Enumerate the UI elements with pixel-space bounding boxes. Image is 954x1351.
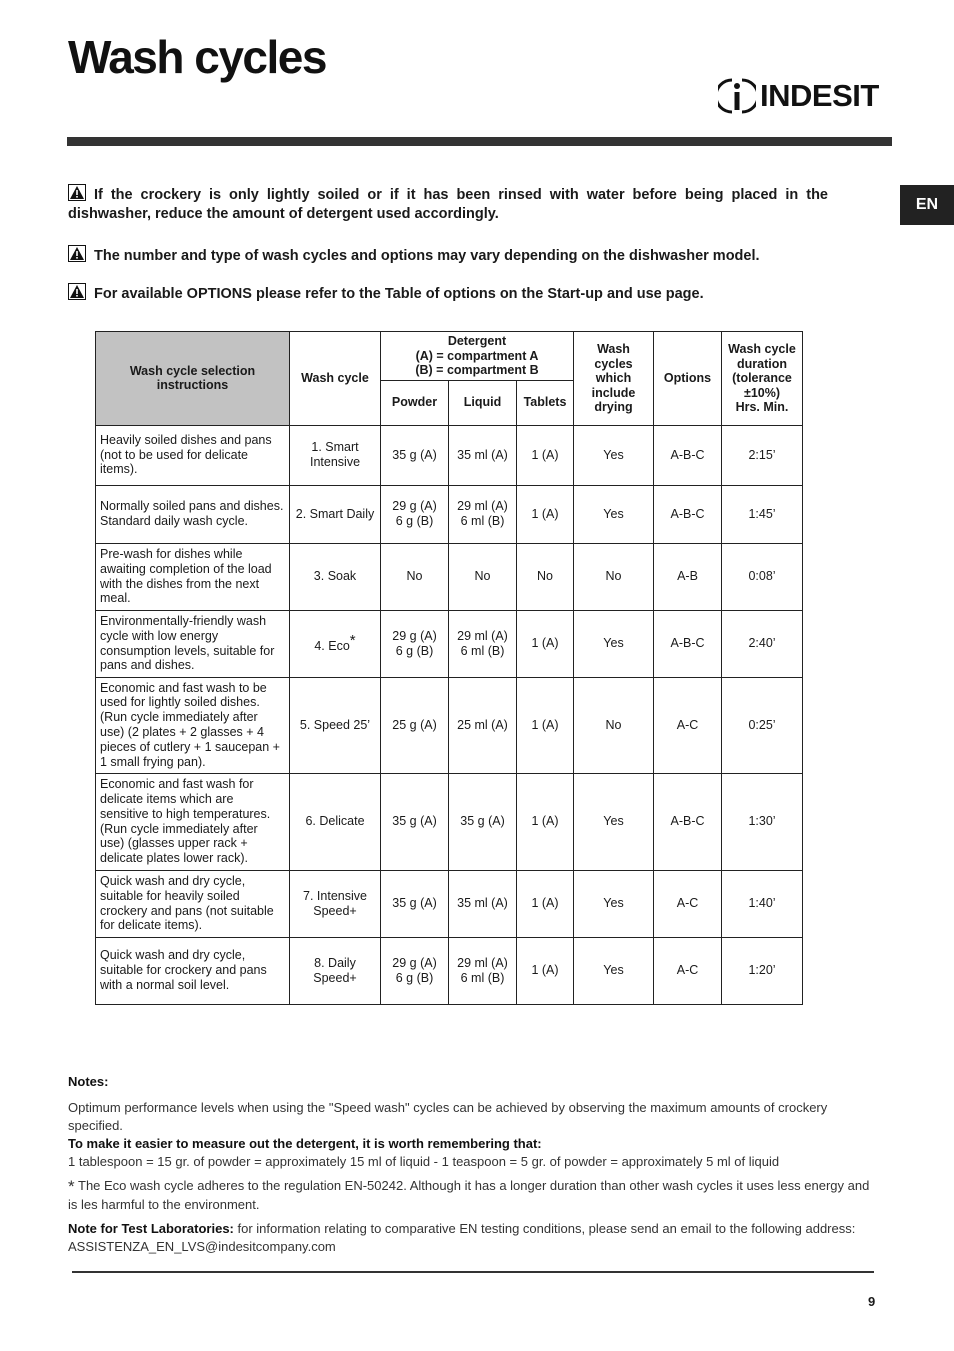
- cell-powder: 35 g (A): [381, 773, 449, 870]
- cell-options: A-B-C: [654, 610, 722, 677]
- cycle-name: 8. Daily Speed+: [313, 955, 357, 985]
- cycle-description: Environmentally-friendly wash cycle with low energy consumption levels, suitable for pans and dishes.: [96, 610, 290, 677]
- cycle-description: Heavily soiled dishes and pans (not to be used for delicate items).: [96, 425, 290, 485]
- table-row: [96, 870, 803, 937]
- cell-drying: No: [574, 543, 654, 610]
- notes-heading: Notes:: [68, 1074, 109, 1089]
- cell-powder: 35 g (A): [381, 870, 449, 937]
- notes-speed: Optimum performance levels when using the "Speed wash" cycles can be achieved by observing the maximum amounts of crockery specified.: [68, 1100, 828, 1133]
- cycle-description: Quick wash and dry cycle, suitable for heavily soiled crockery and pans (not suitable for delicate items).: [96, 870, 290, 937]
- cell-drying: Yes: [574, 870, 654, 937]
- header-options: Options: [654, 332, 722, 426]
- warning-3: [68, 283, 848, 304]
- language-tab[interactable]: EN: [900, 185, 954, 225]
- cycle-name: 2. Smart Daily: [295, 506, 375, 521]
- page-number: 9: [868, 1294, 876, 1309]
- cell-duration: 2:15’: [722, 425, 803, 485]
- cell-duration: 1:45’: [722, 485, 803, 543]
- header-detergent-a: (A) = compartment A: [415, 348, 539, 363]
- header-duration-tolerance: (tolerance ±10%): [732, 371, 792, 400]
- cell-duration: 1:40’: [722, 870, 803, 937]
- cell-drying: Yes: [574, 610, 654, 677]
- cell-powder: 25 g (A): [381, 677, 449, 773]
- header-selection-instructions: Wash cycle selection instructions: [96, 332, 290, 426]
- cell-tablets: 1 (A): [517, 677, 574, 773]
- cycle-description: Economic and fast wash to be used for lightly soiled dishes. (Run cycle immediately after use) (2 plates + 2 glasses + 4 pieces of cutlery + 1 saucepan + 1 small frying pan).: [96, 677, 290, 773]
- cell-liquid: 35 ml (A): [449, 870, 517, 937]
- cycle-description: Normally soiled pans and dishes. Standard daily wash cycle.: [96, 485, 290, 543]
- cell-options: A-C: [654, 870, 722, 937]
- header-drying: Wash cycles which include drying: [574, 332, 654, 426]
- brand-i-icon: [718, 76, 756, 116]
- notes-lab-label: Note for Test Laboratories:: [68, 1221, 234, 1236]
- cell-powder: 35 g (A): [381, 425, 449, 485]
- header-detergent: [381, 332, 574, 381]
- notes-section: [68, 1073, 873, 1256]
- eco-asterisk: *: [349, 631, 356, 649]
- warning-icon: [68, 245, 86, 262]
- header-detergent-b: (B) = compartment B: [415, 363, 539, 377]
- header-duration: [722, 332, 803, 426]
- cell-drying: Yes: [574, 937, 654, 1004]
- cell-drying: Yes: [574, 773, 654, 870]
- cell-liquid: 29 ml (A) 6 ml (B): [449, 485, 517, 543]
- header-liquid: Liquid: [449, 380, 517, 425]
- cell-powder: 29 g (A) 6 g (B): [381, 937, 449, 1004]
- cycle-name: 1. Smart Intensive: [309, 440, 361, 469]
- cell-drying: No: [574, 677, 654, 773]
- brand-name: INDESIT: [760, 78, 879, 113]
- cell-options: A-C: [654, 937, 722, 1004]
- cell-powder: 29 g (A) 6 g (B): [381, 485, 449, 543]
- table-row: [96, 485, 803, 543]
- cycle-description: Quick wash and dry cycle, suitable for crockery and pans with a normal soil level.: [96, 937, 290, 1004]
- cycle-description: Pre-wash for dishes while awaiting completion of the load with the dishes from the next meal.: [96, 543, 290, 610]
- cell-liquid: 35 ml (A): [449, 425, 517, 485]
- cell-options: A-B-C: [654, 773, 722, 870]
- cycle-name: 4. Eco: [314, 639, 350, 654]
- warning-text: If the crockery is only lightly soiled or if it has been rinsed with water before being placed in the dishwasher, reduce the amount of detergent used accordingly.: [68, 187, 828, 222]
- table-row: [96, 937, 803, 1004]
- cell-tablets: 1 (A): [517, 773, 574, 870]
- cell-duration: 0:25’: [722, 677, 803, 773]
- cycle-name: 5. Speed 25’: [299, 717, 371, 732]
- cycle-description: Economic and fast wash for delicate items which are sensitive to high temperatures. (Run cycle immediately after use) (glasses upper rack + delicate plates lower rack).: [96, 773, 290, 870]
- cell-duration: 1:30’: [722, 773, 803, 870]
- brand-logo: [718, 76, 879, 116]
- wash-cycles-table: [95, 331, 803, 1005]
- cell-liquid: 35 g (A): [449, 773, 517, 870]
- warning-icon: [68, 283, 86, 300]
- cycle-name: 6. Delicate: [305, 814, 365, 828]
- warning-2: [68, 245, 848, 266]
- cycle-name-cell: [290, 773, 381, 870]
- cycle-name: 3. Soak: [313, 569, 357, 583]
- cell-liquid: 29 ml (A) 6 ml (B): [449, 937, 517, 1004]
- notes-measure: 1 tablespoon = 15 gr. of powder = approximately 15 ml of liquid - 1 teaspoon = 5 gr. of powder = approximately 5 ml of liquid: [68, 1154, 780, 1169]
- cell-tablets: 1 (A): [517, 485, 574, 543]
- cycle-name-cell: [290, 425, 381, 485]
- header-duration-unit: Hrs. Min.: [735, 400, 789, 414]
- cell-options: A-B-C: [654, 485, 722, 543]
- table-row: [96, 543, 803, 610]
- header-wash-cycle: Wash cycle: [290, 332, 381, 426]
- cycle-name-cell: [290, 610, 381, 677]
- cell-tablets: 1 (A): [517, 870, 574, 937]
- cell-options: A-B-C: [654, 425, 722, 485]
- header-rule: [67, 137, 892, 146]
- cell-powder: 29 g (A) 6 g (B): [381, 610, 449, 677]
- cycle-name: 7. Intensive Speed+: [303, 888, 367, 918]
- cell-options: A-B: [654, 543, 722, 610]
- notes-eco: [68, 1177, 873, 1214]
- cell-duration: 2:40’: [722, 610, 803, 677]
- notes-measure-heading: To make it easier to measure out the detergent, it is worth remembering that:: [68, 1136, 542, 1151]
- warning-text: For available OPTIONS please refer to the Table of options on the Start-up and use page.: [94, 286, 704, 302]
- cell-liquid: 29 ml (A) 6 ml (B): [449, 610, 517, 677]
- header-tablets: Tablets: [517, 380, 574, 425]
- cell-tablets: 1 (A): [517, 425, 574, 485]
- cycle-name-cell: [290, 937, 381, 1004]
- cycle-name-cell: [290, 543, 381, 610]
- table-row: [96, 425, 803, 485]
- header-detergent-title: Detergent: [447, 334, 507, 348]
- cell-options: A-C: [654, 677, 722, 773]
- page-title: Wash cycles: [68, 31, 326, 83]
- cell-duration: 0:08’: [722, 543, 803, 610]
- cell-tablets: 1 (A): [517, 610, 574, 677]
- cell-tablets: 1 (A): [517, 937, 574, 1004]
- cycle-name-cell: [290, 485, 381, 543]
- warning-icon: [68, 184, 86, 201]
- header-powder: Powder: [381, 380, 449, 425]
- table-row: [96, 677, 803, 773]
- notes-lab: [68, 1220, 873, 1256]
- cell-drying: Yes: [574, 485, 654, 543]
- cell-liquid: 25 ml (A): [449, 677, 517, 773]
- cell-liquid: No: [449, 543, 517, 610]
- cycle-name-cell: [290, 870, 381, 937]
- cycle-name-cell: [290, 677, 381, 773]
- cell-tablets: No: [517, 543, 574, 610]
- eco-asterisk: *: [68, 1177, 75, 1196]
- table-row: [96, 773, 803, 870]
- footer-rule: [72, 1271, 874, 1273]
- cell-duration: 1:20’: [722, 937, 803, 1004]
- table-row: [96, 610, 803, 677]
- notes-eco-text: The Eco wash cycle adheres to the regulation EN-50242. Although it has a longer duration than other wash cycles it uses less energy and is les harmful to the environment.: [68, 1178, 870, 1212]
- notes-lab-text: for information relating to comparative EN testing conditions, please send an email to the following address: ASSISTENZA_EN_LVS@indesitcompany.com: [68, 1221, 856, 1254]
- header-duration-title: Wash cycle duration: [728, 342, 796, 371]
- cell-powder: No: [381, 543, 449, 610]
- warning-1: [68, 184, 828, 224]
- cell-drying: Yes: [574, 425, 654, 485]
- warning-text: The number and type of wash cycles and options may vary depending on the dishwasher model.: [94, 248, 760, 264]
